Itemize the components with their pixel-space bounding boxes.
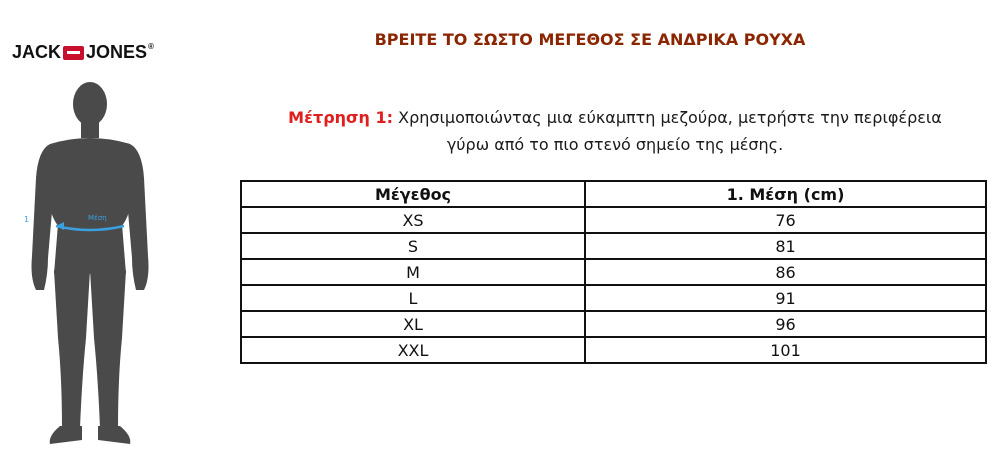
waist-marker-number: 1 <box>24 215 30 224</box>
table-row <box>241 285 986 311</box>
brand-logo-badge-icon <box>63 46 84 60</box>
brand-logo-registered: ® <box>148 42 154 51</box>
brand-logo-right: JONES <box>86 42 148 62</box>
size-cell: L <box>241 285 585 311</box>
body-silhouette-icon <box>32 82 149 444</box>
size-cell: XXL <box>241 337 585 363</box>
table-row <box>241 207 986 233</box>
header-waist: 1. Μέση (cm) <box>585 181 986 207</box>
waist-cell: 76 <box>585 207 986 233</box>
measurement-text-line1: Χρησιμοποιώντας μια εύκαμπτη μεζούρα, μετρήστε την περιφέρεια <box>393 108 942 127</box>
table-row <box>241 233 986 259</box>
waist-cell: 96 <box>585 311 986 337</box>
table-row <box>241 311 986 337</box>
table-header-row <box>241 181 986 207</box>
waist-cell: 101 <box>585 337 986 363</box>
table-row <box>241 259 986 285</box>
size-cell: M <box>241 259 585 285</box>
table-row <box>241 337 986 363</box>
body-figure <box>20 78 160 452</box>
measurement-text-line2: γύρω από το πιο στενό σημείο της μέσης. <box>446 135 784 154</box>
measurement-instruction <box>245 104 985 158</box>
size-table <box>240 180 987 364</box>
brand-logo-left: JACK <box>12 42 62 62</box>
measurement-lead: Μέτρηση 1: <box>288 108 394 127</box>
size-cell: S <box>241 233 585 259</box>
size-cell: XL <box>241 311 585 337</box>
waist-cell: 81 <box>585 233 986 259</box>
size-cell: XS <box>241 207 585 233</box>
waist-cell: 86 <box>585 259 986 285</box>
waist-cell: 91 <box>585 285 986 311</box>
waist-marker-label: Μέση <box>88 214 107 222</box>
header-size: Μέγεθος <box>241 181 585 207</box>
page-title: ΒΡΕΙΤΕ ΤΟ ΣΩΣΤΟ ΜΕΓΕΘΟΣ ΣΕ ΑΝΔΡΙΚΑ ΡΟΥΧΑ <box>374 30 806 49</box>
brand-logo <box>12 42 154 63</box>
